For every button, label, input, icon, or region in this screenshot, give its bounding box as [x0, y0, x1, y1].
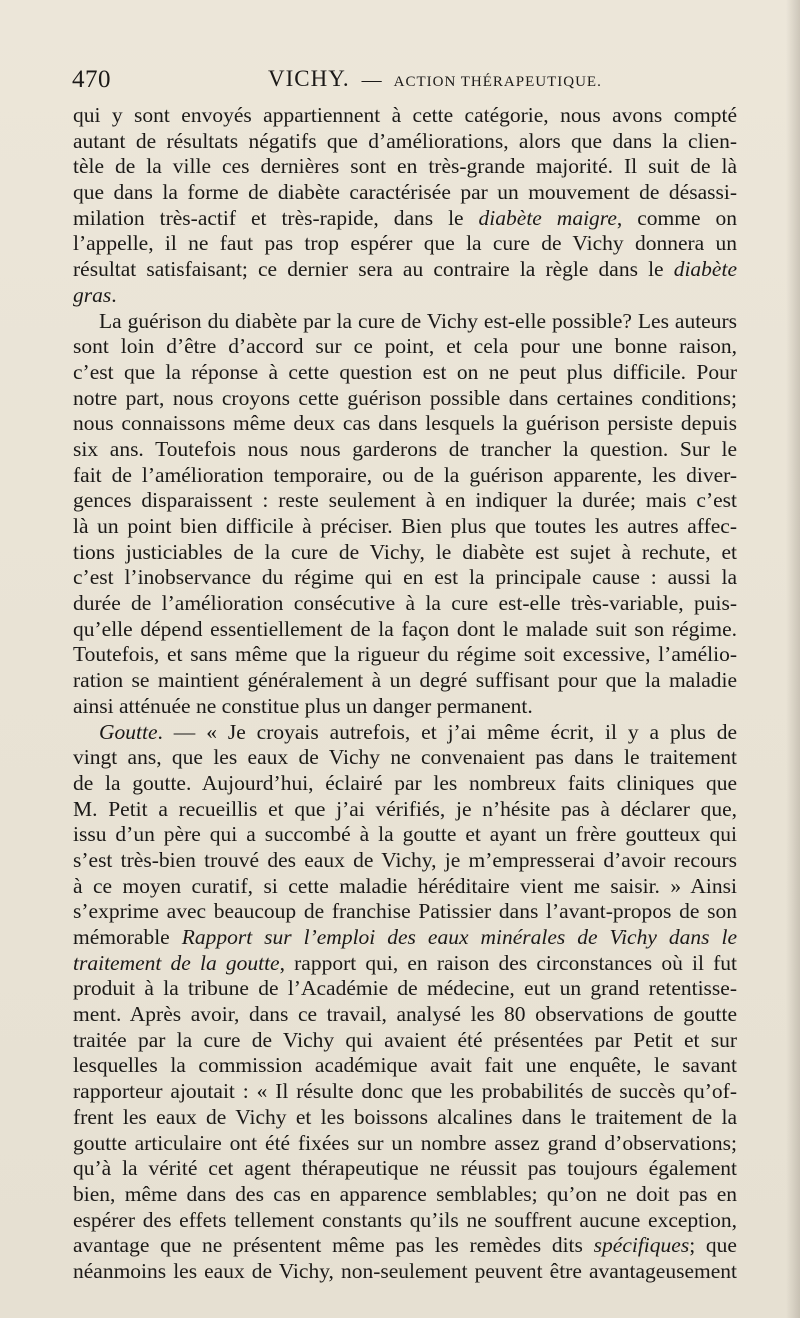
text-segment: tions justiciables de la cure de Vichy, le diabète est sujet à rechute, et: [73, 539, 737, 564]
text-segment: durée de l’amélioration consécutive à la cure est-elle très-variable, puis-: [73, 591, 737, 616]
text-line: [73, 1259, 737, 1285]
text-segment: notre part, nous croyons cette guérison possible dans certaines conditions;: [73, 385, 737, 410]
body-text: [73, 103, 737, 1285]
text-segment: frent les eaux de Vichy et les boissons alcalines dans le traitement de la: [73, 1104, 737, 1129]
text-line: [73, 822, 737, 848]
text-segment: , comme on: [616, 205, 737, 230]
text-line: [73, 720, 737, 746]
text-segment: nous connaissons même deux cas dans lesquels la guérison persiste depuis: [73, 411, 737, 436]
text-segment: issu d’un père qui a succombé à la goutte et ayant un frère goutteux qui: [73, 822, 737, 847]
text-segment: mémorable: [73, 925, 182, 949]
text-line: [73, 874, 737, 900]
text-line: [73, 668, 737, 694]
text-line: [73, 334, 737, 360]
running-head-title: VICHY.: [268, 66, 350, 91]
text-line: [73, 283, 737, 309]
text-line: [73, 154, 737, 180]
text-segment: avantage que ne présentent même pas les remèdes dits: [73, 1233, 594, 1258]
text-segment: . — « Je croyais autrefois, et j’ai même écrit, il y a plus de: [157, 719, 737, 744]
italic-text: diabète maigre: [478, 205, 617, 230]
text-segment: qu’à la vérité cet agent thérapeutique ne réussit pas toujours également: [73, 1156, 737, 1181]
text-segment: ment. Après avoir, dans ce travail, analysé les 80 observations de goutte: [73, 1002, 737, 1027]
text-segment: M. Petit a recueillis et que j’ai vérifiés, je n’hésite pas à déclarer que,: [73, 796, 737, 821]
text-line: [73, 103, 737, 129]
italic-text: spécifiques: [593, 1233, 690, 1258]
text-segment: produit à la tribune de l’Académie de médecine, eut un grand retentisse-: [73, 976, 737, 1001]
page-number: 470: [72, 66, 111, 93]
text-line: [73, 1156, 737, 1182]
italic-text: traitement de la goutte: [73, 950, 280, 975]
text-segment: que dans la forme de diabète caractérisée par un mouvement de désassi-: [73, 180, 737, 205]
text-line: [73, 771, 737, 797]
text-line: [73, 257, 737, 283]
text-segment: espérer des effets tellement constants qu’ils ne souffrent aucune exception,: [73, 1207, 737, 1232]
text-segment: fait de l’amélioration temporaire, ou de la guérison apparente, les diver-: [73, 462, 737, 487]
text-segment: c’est que la réponse à cette question est on ne peut plus difficile. Pour: [73, 359, 737, 384]
text-line: [73, 1182, 737, 1208]
italic-text: Rapport sur l’emploi des eaux minérales de Vichy dans le: [181, 925, 737, 949]
text-segment: traitée par la cure de Vichy qui avaient été présentées par Petit et sur: [73, 1027, 737, 1052]
text-segment: La guérison du diabète par la cure de Vichy est-elle possible? Les auteurs: [99, 308, 737, 333]
italic-text: gras: [73, 282, 112, 307]
text-segment: tèle de la ville ces dernières sont en très-grande majorité. Il suit de là: [73, 154, 737, 179]
text-line: [73, 617, 737, 643]
text-line: [73, 1233, 737, 1259]
text-line: [73, 1053, 737, 1079]
text-line: [73, 591, 737, 617]
text-line: [73, 514, 737, 540]
text-line: [73, 976, 737, 1002]
text-line: [73, 1131, 737, 1157]
text-line: [73, 1079, 737, 1105]
text-line: [73, 951, 737, 977]
text-segment: Toutefois, et sans même que la rigueur du régime soit excessive, l’amélio-: [73, 642, 737, 667]
text-segment: , rapport qui, en raison des circonstances où il fut: [279, 950, 737, 975]
text-segment: lesquelles la commission académique avait fait une enquête, le savant: [73, 1053, 737, 1078]
text-line: [73, 463, 737, 489]
text-segment: gences disparaissent : reste seulement à en indiquer la durée; mais c’est: [73, 488, 737, 513]
text-segment: à ce moyen curatif, si cette maladie héréditaire vient me saisir. » Ainsi: [73, 873, 737, 898]
text-segment: néanmoins les eaux de Vichy, non-seulement peuvent être avantageusement: [73, 1258, 737, 1283]
text-line: [73, 1002, 737, 1028]
italic-text: Goutte: [99, 719, 158, 744]
text-line: [73, 180, 737, 206]
text-segment: de la goutte. Aujourd’hui, éclairé par les nombreux faits cliniques que: [73, 770, 737, 795]
text-segment: goutte articulaire ont été fixées sur un nombre assez grand d’observations;: [73, 1130, 737, 1155]
text-segment: milation très-actif et très-rapide, dans le: [73, 205, 479, 230]
text-segment: vingt ans, que les eaux de Vichy ne convenaient pas dans le traitement: [73, 745, 737, 770]
text-segment: s’exprime avec beaucoup de franchise Patissier dans l’avant-propos de son: [73, 899, 737, 924]
text-line: [73, 540, 737, 566]
text-segment: autant de résultats négatifs que d’améliorations, alors que dans la clien-: [73, 128, 737, 153]
text-line: [73, 1028, 737, 1054]
text-line: [73, 231, 737, 257]
text-line: [73, 386, 737, 412]
text-line: [73, 694, 737, 720]
text-segment: .: [111, 282, 117, 307]
running-head: [268, 66, 602, 92]
text-segment: ; que: [689, 1233, 737, 1258]
text-line: [73, 899, 737, 925]
text-segment: ration se maintient généralement à un degré suffisant pour que la maladie: [73, 668, 737, 693]
text-segment: rapporteur ajoutait : « Il résulte donc que les probabilités de succès qu’of-: [73, 1079, 737, 1104]
text-line: [73, 360, 737, 386]
text-line: [73, 206, 737, 232]
text-line: [73, 565, 737, 591]
text-segment: c’est l’inobservance du régime qui en est la principale cause : aussi la: [73, 565, 737, 590]
text-line: [73, 642, 737, 668]
text-line: [73, 309, 737, 335]
text-line: [73, 488, 737, 514]
text-segment: bien, même dans des cas en apparence semblables; qu’on ne doit pas en: [73, 1181, 737, 1206]
text-line: [73, 129, 737, 155]
running-head-separator: —: [361, 69, 382, 91]
text-line: [73, 745, 737, 771]
text-segment: six ans. Toutefois nous nous garderons de trancher la question. Sur le: [73, 436, 737, 461]
text-segment: sont loin d’être d’accord sur ce point, et cela pour une bonne raison,: [73, 334, 737, 359]
text-segment: résultat satisfaisant; ce dernier sera au contraire la règle dans le: [73, 257, 674, 282]
italic-text: diabète: [673, 257, 737, 282]
text-line: [73, 848, 737, 874]
text-line: [73, 411, 737, 437]
text-segment: ainsi atténuée ne constitue plus un danger permanent.: [73, 693, 533, 718]
text-line: [73, 797, 737, 823]
text-segment: qu’elle dépend essentiellement de la façon dont le malade suit son régime.: [73, 616, 737, 641]
text-line: [73, 1208, 737, 1234]
running-head-subtitle: ACTION THÉRAPEUTIQUE.: [393, 74, 602, 90]
text-line: [73, 437, 737, 463]
text-segment: s’est très-bien trouvé des eaux de Vichy, je m’empresserai d’avoir recours: [73, 847, 737, 872]
text-line: [73, 1105, 737, 1131]
page-edge-shadow: [786, 0, 800, 1318]
text-segment: l’appelle, il ne faut pas trop espérer que la cure de Vichy donnera un: [73, 231, 737, 256]
text-line: [73, 925, 737, 951]
text-segment: là un point bien difficile à préciser. Bien plus que toutes les autres affec-: [73, 514, 737, 538]
page-header: [72, 62, 736, 96]
text-segment: qui y sont envoyés appartiennent à cette catégorie, nous avons compté: [73, 103, 737, 127]
